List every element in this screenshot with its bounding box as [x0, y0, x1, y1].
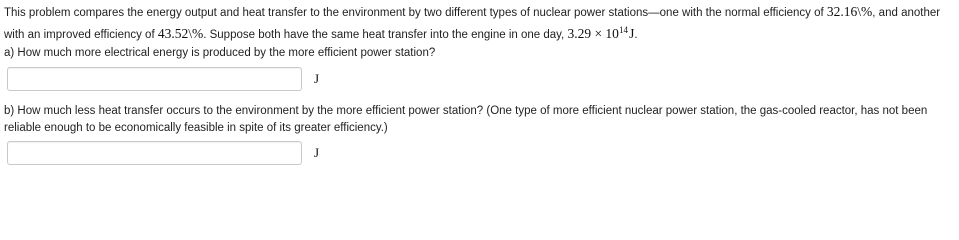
- problem-text-3: . Suppose both have the same heat transfer into the engine in one day,: [203, 29, 568, 41]
- problem-statement: [4, 3, 954, 44]
- heat-mantissa: 3.29 × 10: [567, 26, 619, 41]
- heat-unit: J: [629, 26, 635, 41]
- answer-row-b: [7, 141, 319, 165]
- question-a: a) How much more electrical energy is produced by the more efficient power station?: [4, 47, 436, 59]
- question-b: b) How much less heat transfer occurs to the environment by the more efficient power station? (One type of more efficient nuclear power station, the gas-cooled reactor, has not been reliable enough to be economically feasible in spite of its greater efficiency.): [4, 105, 928, 134]
- answer-input-a[interactable]: [7, 67, 302, 91]
- answer-row-a: [7, 67, 319, 91]
- heat-exponent: 14: [618, 25, 628, 35]
- problem-text-4: .: [634, 29, 638, 41]
- unit-label-a: J: [314, 71, 320, 86]
- problem-text-1: This problem compares the energy output and heat transfer to the environment by two different types of nuclear power stations—one with the normal efficiency of: [4, 7, 827, 19]
- problem-text-2: , and another with an improved efficiency of: [4, 7, 941, 41]
- heat-transfer-value: [567, 26, 634, 41]
- normal-efficiency-value: 32.16\%: [826, 4, 873, 19]
- improved-efficiency-value: 43.52\%: [157, 26, 204, 41]
- answer-input-b[interactable]: [7, 141, 302, 165]
- unit-label-b: J: [314, 145, 320, 160]
